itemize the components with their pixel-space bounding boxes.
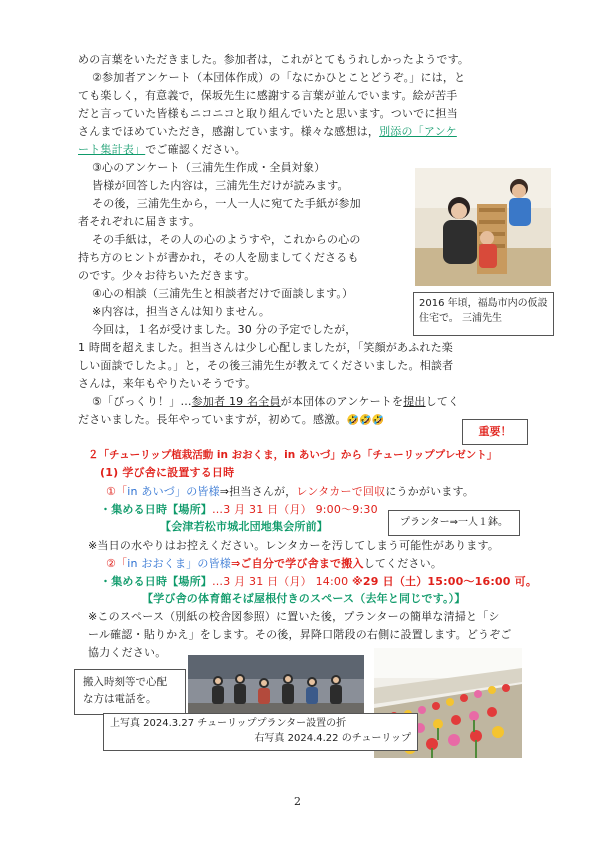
- text-line: その手紙は，その人の心のようすや，これからの心の: [92, 233, 361, 246]
- text-segment: ⑤「びっくり！」…: [92, 395, 192, 408]
- text-line: 今回は，１名が受けました。30 分の予定でしたが，: [92, 323, 357, 336]
- text-line: 持ち方のヒントが書かれ，その人を励ましてくださるも: [78, 251, 359, 264]
- text-segment: さんまでほめていただき，感謝しています。様々な感想は，: [78, 125, 380, 138]
- text-line: 皆様が回答した内容は，三浦先生だけが読みます。: [92, 179, 349, 192]
- text-segment: ⇒担当さんが，: [219, 485, 297, 498]
- photo-miura-sensei: [415, 168, 551, 286]
- text-line: [92, 394, 459, 410]
- bottom-caption-1: 上写真 2024.3.27 チューリッププランター設置の折: [110, 718, 347, 729]
- planter-note: プランター⇒一人１鉢。: [400, 517, 508, 528]
- text-segment: in おおくま」の皆様: [127, 557, 231, 570]
- text-line: ④心の相談（三浦先生と相談者だけで面談します。）: [92, 287, 354, 300]
- survey-link-text: ート集計表」: [78, 143, 146, 156]
- text-line: ても楽しく，有意義で，保坂先生に感謝する言葉が並んでいます。絵が苦手: [78, 89, 458, 102]
- text-segment: ・集める日時【場所】: [100, 575, 212, 588]
- text-line: [106, 556, 442, 572]
- text-line: [106, 484, 474, 500]
- text-segment: in あいづ」の皆様: [127, 485, 220, 498]
- text-line: ール確認・貼りかえ」をします。その後，昇降口階段の右側に設置します。どうぞご: [88, 628, 512, 641]
- text-line: ※内容は，担当さんは知りません。: [92, 305, 271, 318]
- text-line: その後，三浦先生から，一人一人に宛てた手紙が参加: [92, 197, 361, 210]
- text-line: めの言葉をいただきました。参加者は，これがとてもうれしかったようです。: [78, 53, 470, 66]
- text-line: さんは，来年もやりたいそうです。: [78, 377, 257, 390]
- text-segment: ①「: [106, 485, 128, 498]
- bottom-caption-2: 右写真 2024.4.22 のチューリップ: [254, 733, 411, 744]
- text-line: [100, 502, 378, 518]
- text-segment: …3 月 31 日（月） 14:00: [212, 575, 352, 588]
- text-segment: ※29 日（土）15:00～16:00 可。: [351, 575, 538, 588]
- text-segment: ださいました。長年やっていますが，初めて。感激。: [78, 413, 347, 426]
- text-segment: ②「: [106, 557, 128, 570]
- text-line: 者それぞれに届きます。: [78, 215, 201, 228]
- text-segment: でご確認ください。: [145, 143, 247, 156]
- photo-caption-box: [413, 292, 554, 336]
- okuma-place: 【学び舎の体育館そば屋根付きのスペース（去年と同じです。）】: [142, 592, 466, 605]
- text-segment: 参加者 19 名全員: [191, 395, 281, 408]
- important-badge: [462, 419, 528, 445]
- text-segment: レンタカーで回収: [296, 485, 386, 498]
- text-line: 1 時間を超えました。担当さんは少し心配しましたが，「笑顔があふれた楽: [78, 341, 453, 354]
- text-line: [78, 124, 457, 140]
- text-line: [100, 574, 537, 590]
- text-line: しい面談でしたよ。」と，その後三浦先生が教えてくださいました。相談者: [78, 359, 454, 372]
- text-segment: 提出: [403, 395, 426, 408]
- contact-note: 搬入時刻等で心配な方は電話を。: [83, 676, 167, 705]
- text-line: 協力ください。: [88, 646, 167, 659]
- important-label: 重要！: [478, 425, 512, 438]
- bottom-caption-box: [103, 713, 418, 751]
- text-segment: してください。: [363, 557, 443, 570]
- text-line: ③心のアンケート（三浦先生作成・全員対象）: [92, 161, 326, 174]
- text-line: [78, 412, 385, 429]
- planter-note-box: [388, 510, 520, 536]
- contact-note-box: [74, 669, 186, 715]
- text-segment: ・集める日時【場所】: [100, 503, 212, 516]
- photo-caption: 2016 年頃，福島市内の仮設住宅で。 三浦先生: [419, 298, 548, 324]
- page-number: 2: [294, 795, 301, 808]
- text-segment: してく: [425, 395, 460, 408]
- laughing-emoji-icon: 🤣🤣🤣: [346, 415, 385, 426]
- text-line: [78, 142, 246, 158]
- section-heading: ２「チューリップ植栽活動 in おおくま，in あいづ」から「チューリッププレゼント」: [88, 449, 498, 461]
- text-segment: にうかがいます。: [385, 485, 475, 498]
- aizu-place: 【会津若松市城北団地集会所前】: [160, 520, 328, 533]
- text-line: ②参加者アンケート（本団体作成）の「なにかひとことどうぞ。」には，と: [92, 71, 466, 84]
- text-line: ※当日の水やりはお控えください。レンタカーを汚してしまう可能性があります。: [88, 539, 500, 552]
- survey-link-text: 別添の「アンケ: [379, 125, 457, 138]
- text-line: のです。少々お待ちいただきます。: [78, 269, 256, 282]
- text-segment: …3 月 31 日（月） 9:00～9:30: [212, 503, 378, 516]
- text-line: だと言っていた皆様もニコニコと取り組んでいたと思います。ついでに担当: [78, 107, 458, 120]
- text-line: ※このスペース（別紙の校舎図参照）に置いた後，プランターの簡単な清掃と「シ: [88, 610, 500, 623]
- subsection-heading: (1) 学び舎に設置する日時: [100, 466, 235, 479]
- text-segment: が本団体のアンケートを: [280, 395, 404, 408]
- photo-group-planter: [188, 655, 364, 721]
- text-segment: ⇒ご自分で学び舎まで搬入: [231, 557, 364, 570]
